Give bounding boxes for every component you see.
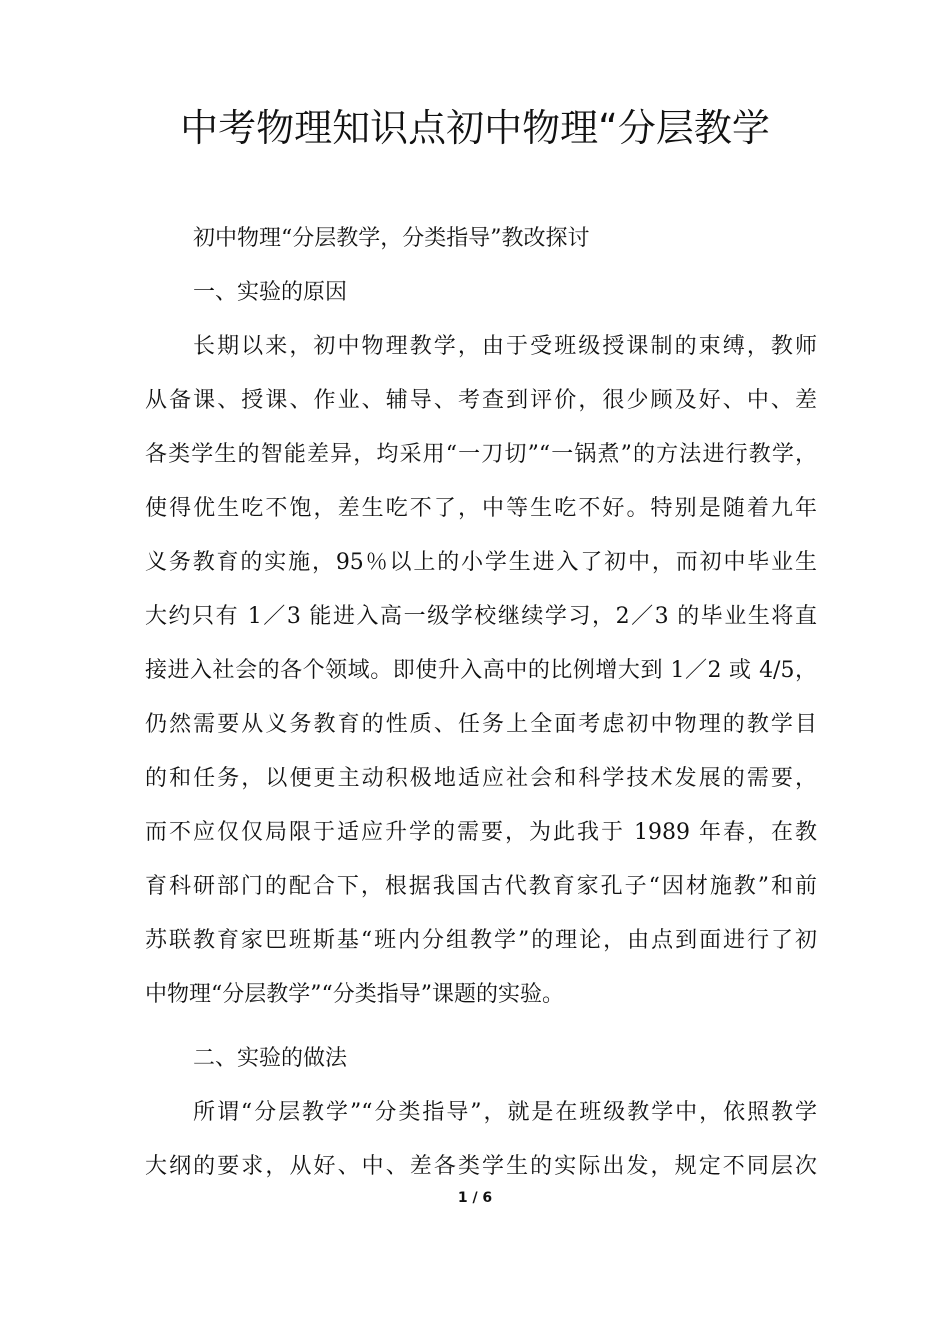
section-heading-2: 二、实验的做法 (193, 1046, 348, 1071)
subtitle-line: 初中物理“分层教学，分类指导”教改探讨 (193, 226, 590, 251)
paragraph-line: 各类学生的智能差异，均采用“一刀切”“一锅煮”的方法进行教学， (145, 442, 817, 467)
paragraph-line: 育科研部门的配合下，根据我国古代教育家孔子“因材施教”和前 (145, 874, 817, 899)
page-number: 1 / 6 (457, 1190, 493, 1206)
paragraph-line: 使得优生吃不饱，差生吃不了，中等生吃不好。特别是随着九年 (145, 496, 817, 521)
paragraph-line: 仍然需要从义务教育的性质、任务上全面考虑初中物理的教学目 (145, 712, 817, 737)
paragraph-line: 大约只有 1／3 能进入高一级学校继续学习，2／3 的毕业生将直 (145, 604, 817, 629)
paragraph-line: 的和任务，以便更主动积极地适应社会和科学技术发展的需要， (145, 766, 817, 791)
paragraph-line: 中物理“分层教学”“分类指导”课题的实验。 (145, 982, 564, 1007)
paragraph-line: 所谓“分层教学”“分类指导”，就是在班级教学中，依照教学 (193, 1100, 817, 1125)
document-title: 中考物理知识点初中物理“分层教学 (180, 106, 770, 150)
paragraph-line: 长期以来，初中物理教学，由于受班级授课制的束缚，教师 (193, 334, 817, 359)
paragraph-line: 大纲的要求，从好、中、差各类学生的实际出发，规定不同层次 (145, 1154, 817, 1179)
document-body (145, 212, 817, 1194)
paragraph-line: 接进入社会的各个领域。即使升入高中的比例增大到 1／2 或 4/5， (145, 658, 817, 683)
paragraph-line: 义务教育的实施，95％以上的小学生进入了初中，而初中毕业生 (145, 550, 817, 575)
paragraph-line: 从备课、授课、作业、辅导、考查到评价，很少顾及好、中、差 (145, 388, 817, 413)
paragraph-line: 苏联教育家巴班斯基“班内分组教学”的理论，由点到面进行了初 (145, 928, 817, 953)
paragraph-line: 而不应仅仅局限于适应升学的需要，为此我于 1989 年春，在教 (145, 820, 817, 845)
section-heading-1: 一、实验的原因 (193, 280, 348, 305)
